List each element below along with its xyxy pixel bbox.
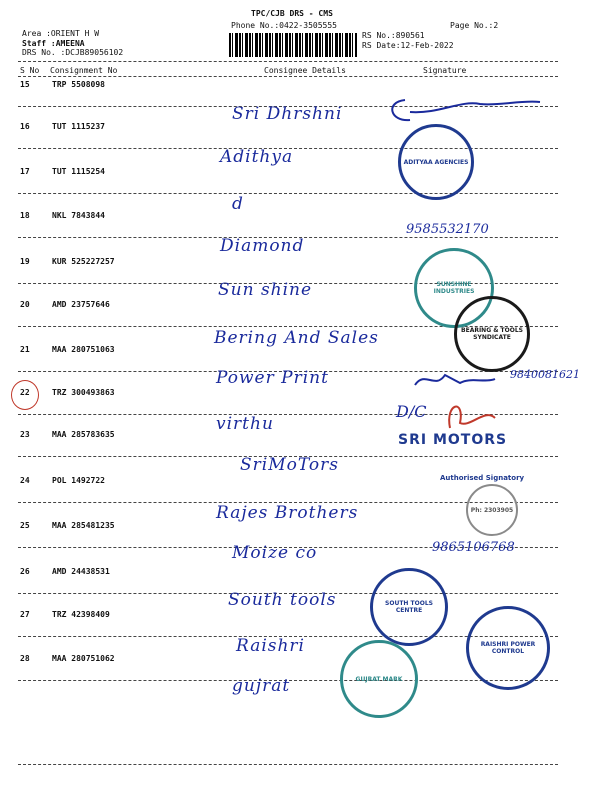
row-divider [18,193,558,194]
consignee-name-22: virthu [216,414,274,434]
consignee-name-15: Sri Dhrshni [232,104,343,124]
row-sno: 15 [20,80,30,89]
sunshine-stamp: SUNSHINE INDUSTRIES [414,248,494,328]
consignee-name-17: d [232,194,244,214]
row-sno: 19 [20,257,30,266]
gujrat-stamp: GUJRAT MARK [340,640,418,718]
bearing-stamp: BEARING & TOOLS SYNDICATE [454,296,530,372]
row-sno: 17 [20,167,30,176]
rs-date: RS Date:12-Feb-2022 [362,41,454,50]
consignee-name-19: Sun shine [218,280,313,300]
signature-scribble-22 [440,398,500,434]
rajes-stamp: Ph: 2303905 [466,484,518,536]
consignee-name-25: Moize co [232,543,318,563]
area-label: Area :ORIENT H W [22,29,100,38]
row-consignment-no: NKL 7843844 [52,211,105,220]
header-divider-bottom [18,76,558,77]
consignee-name-20: Bering And Sales [214,328,379,348]
row-sno: 22 [20,388,30,397]
south-tools-stamp: SOUTH TOOLS CENTRE [370,568,448,646]
diamond-phone: 9585532170 [406,222,489,237]
consignee-name-21: Power Print [216,368,329,388]
consignee-name-18: Diamond [220,236,305,256]
consignee-name-26: South tools [228,590,337,610]
row-sno: 24 [20,476,30,485]
srimotors-stamp: SRI MOTORS [398,432,508,448]
row-consignment-no: TUT 1115237 [52,122,105,131]
consignee-name-24: Rajes Brothers [216,503,359,523]
row-22-mark-circle [11,380,39,410]
row-sno: 26 [20,567,30,576]
row-sno: 28 [20,654,30,663]
row-divider [18,764,558,765]
row-sno: 21 [20,345,30,354]
power-print-note: 9840081621 [510,368,580,381]
rajes-signatory: Authorised Signatory [440,474,525,482]
col-consignment-header: Consignment No [50,66,118,75]
staff-label: Staff :AMEENA [22,39,85,48]
row-consignment-no: POL 1492722 [52,476,105,485]
consignee-name-28: gujrat [232,676,291,696]
virthu-initials: D/C [396,402,427,421]
consignee-name-27: Raishri [236,636,305,656]
phone-number: Phone No.:0422-3505555 [231,21,337,30]
consignee-name-16: Adithya [220,147,294,167]
col-consignee-header: Consignee Details [264,66,346,75]
row-consignment-no: MAA 280751062 [52,654,115,663]
row-consignment-no: TUT 1115254 [52,167,105,176]
row-consignment-no: KUR 525227257 [52,257,115,266]
header-divider-top [18,61,558,62]
row-sno: 18 [20,211,30,220]
page-number: Page No.:2 [450,21,499,30]
row-consignment-no: MAA 285481235 [52,521,115,530]
raishri-stamp: RAISHRI POWER CONTROL [466,606,550,690]
row-consignment-no: TRZ 300493863 [52,388,115,397]
row-consignment-no: AMD 23757646 [52,300,110,309]
row-sno: 16 [20,122,30,131]
row-sno: 27 [20,610,30,619]
col-sno-header: S No [20,66,40,75]
consignee-name-23: SriMoTors [240,455,339,475]
signature-scribble-15 [380,92,550,132]
row-consignment-no: TRZ 42398409 [52,610,110,619]
row-consignment-no: MAA 285783635 [52,430,115,439]
moize-phone: 9865106768 [432,540,515,555]
row-consignment-no: TRP 5508098 [52,80,105,89]
barcode [229,33,357,57]
rs-number: RS No.:890561 [362,31,425,40]
row-sno: 25 [20,521,30,530]
drs-number: DRS No. :DCJB89056102 [22,48,124,57]
row-sno: 20 [20,300,30,309]
document-title: TPC/CJB DRS - CMS [251,9,333,18]
row-consignment-no: AMD 24438531 [52,567,110,576]
col-signature-header: Signature [423,66,467,75]
row-sno: 23 [20,430,30,439]
row-consignment-no: MAA 280751063 [52,345,115,354]
adithya-stamp: ADITYAA AGENCIES [398,124,474,200]
